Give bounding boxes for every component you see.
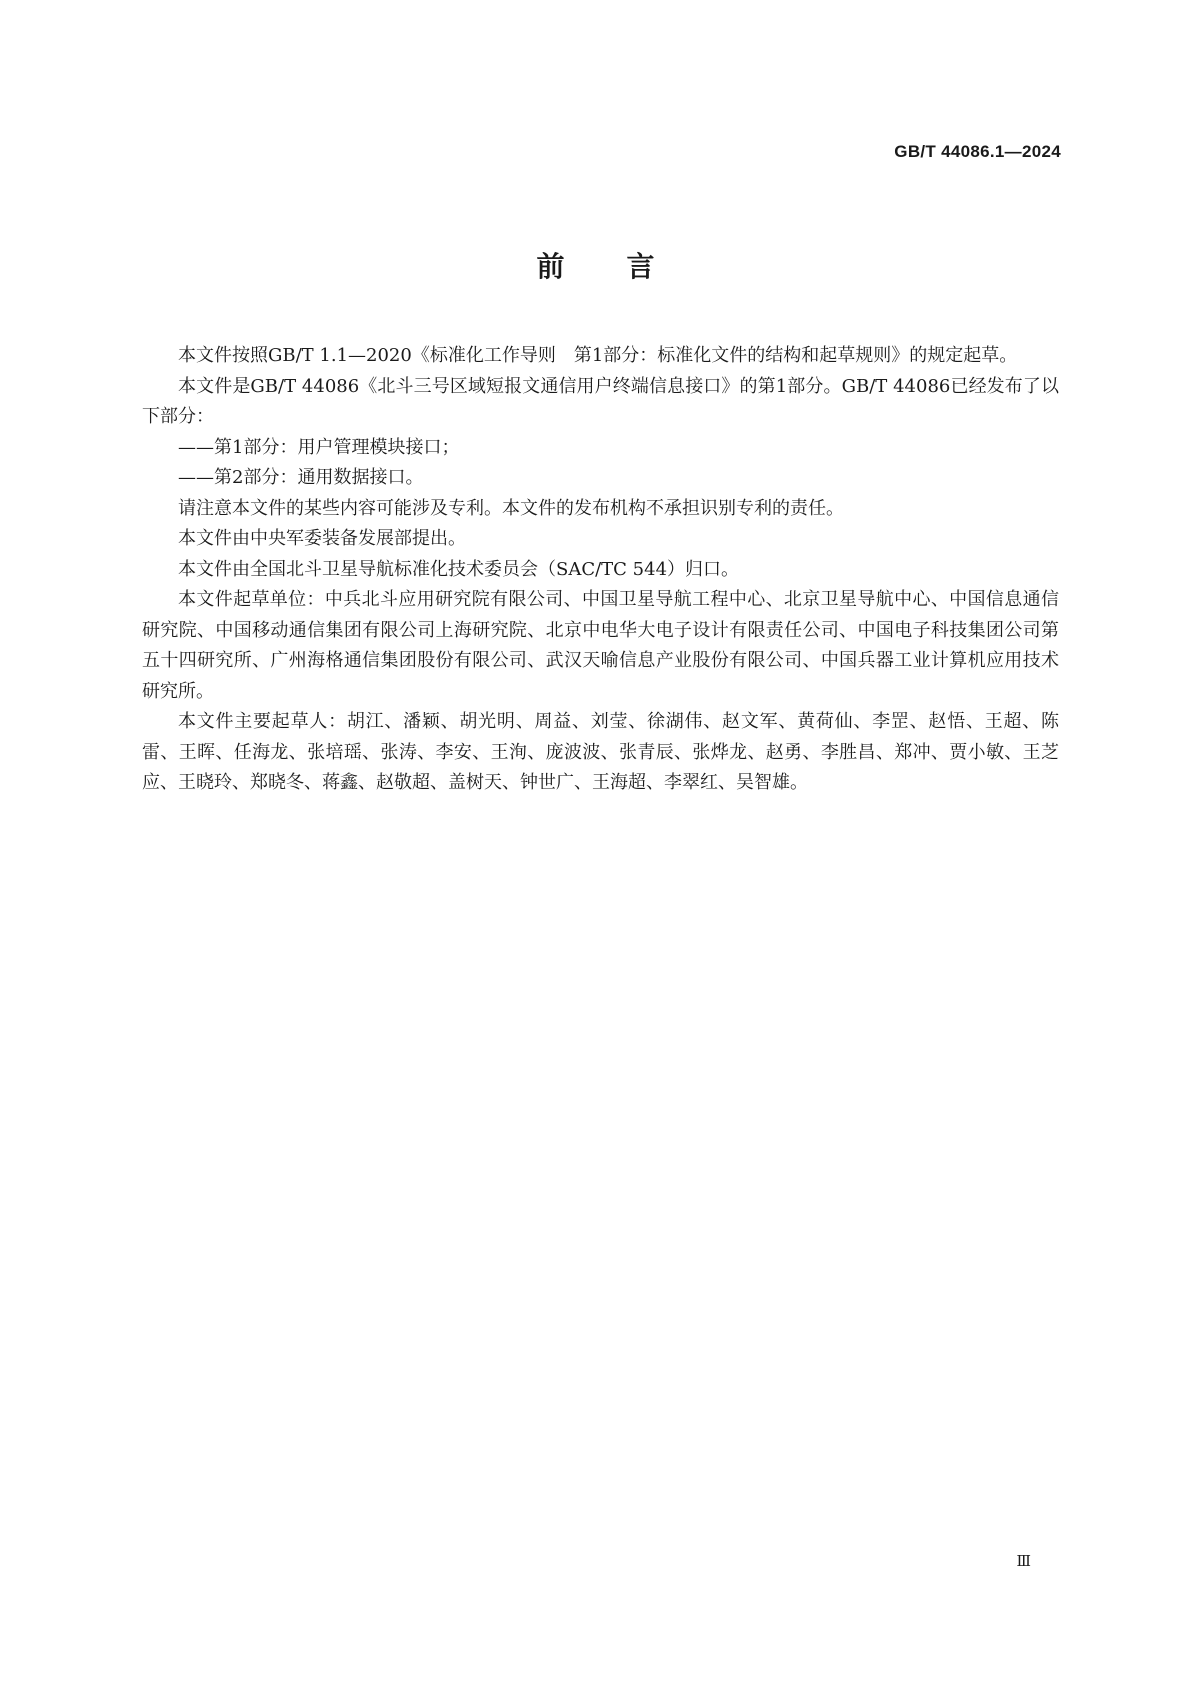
paragraph-drafters: 本文件主要起草人：胡江、潘颖、胡光明、周益、刘莹、徐湖伟、赵文军、黄荷仙、李罡、赵悟、王超、陈雷、王晖、任海龙、张培瑶、张涛、李安、王洵、庞波波、张青辰、张烨龙、赵勇、李胜昌、郑冲、贾小敏、王芝应、王晓玲、郑晓冬、蒋鑫、赵敬超、盖树天、钟世广、王海超、李翠红、吴智雄。 [142,711,1059,793]
page-title: 前言 [536,250,717,283]
list-item-part-2: ——第2部分：通用数据接口。 [178,467,424,488]
document-code: GB/T 44086.1—2024 [894,142,1061,161]
page-number: Ⅲ [1016,1552,1031,1570]
paragraph-patent-notice: 请注意本文件的某些内容可能涉及专利。本文件的发布机构不承担识别专利的责任。 [178,497,844,519]
paragraph-proposer: 本文件由中央军委装备发展部提出。 [178,528,466,549]
paragraph-drafting-units: 本文件起草单位：中兵北斗应用研究院有限公司、中国卫星导航工程中心、北京卫星导航中心、中国信息通信研究院、中国移动通信集团有限公司上海研究院、北京中电华大电子设计有限责任公司、中国电子科技集团公司第五十四研究所、广州海格通信集团股份有限公司、武汉天喻信息产业股份有限公司、中国兵器工业计算机应用技术研究所。 [142,589,1059,702]
paragraph-technical-committee: 本文件由全国北斗卫星导航标准化技术委员会（SAC/TC 544）归口。 [178,558,740,580]
list-item-part-1: ——第1部分：用户管理模块接口； [178,436,460,458]
foreword-body [142,341,1059,799]
paragraph-drafting-rules: 本文件按照GB/T 1.1—2020《标准化工作导则 第1部分：标准化文件的结构和起草规则》的规定起草。 [178,345,1018,366]
paragraph-part-info: 本文件是GB/T 44086《北斗三号区域短报文通信用户终端信息接口》的第1部分。GB/T 44086已经发布了以下部分： [142,375,1059,427]
